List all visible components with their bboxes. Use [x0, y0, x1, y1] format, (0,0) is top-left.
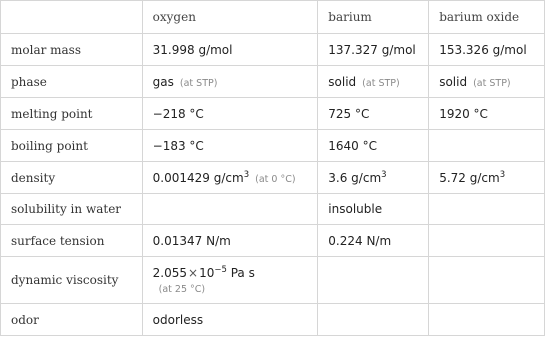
condition-note: (at STP) — [179, 77, 218, 89]
base: 10 — [199, 265, 215, 280]
unit: Pa s — [230, 265, 255, 280]
value: solid — [328, 74, 357, 89]
cell-barium-oxide — [429, 257, 545, 304]
value: gas — [152, 74, 174, 89]
cell-barium — [318, 162, 429, 194]
table-row-odor — [1, 304, 545, 336]
cell-barium-oxide: 153.326 g/mol — [429, 34, 545, 66]
header-row — [1, 1, 545, 34]
cell-barium-oxide — [429, 225, 545, 257]
cell-barium — [318, 304, 429, 336]
cell-oxygen: 0.01347 N/m — [142, 225, 318, 257]
row-label: melting point — [1, 98, 143, 130]
table-row-phase — [1, 66, 545, 98]
cell-oxygen: odorless — [142, 304, 318, 336]
cell-oxygen: −218 °C — [142, 98, 318, 130]
cell-barium: 725 °C — [318, 98, 429, 130]
unit-exponent: 3 — [381, 169, 387, 180]
cell-oxygen — [142, 162, 318, 194]
table-row-melting-point — [1, 98, 545, 130]
row-label: dynamic viscosity — [1, 257, 143, 304]
condition-note: (at STP) — [362, 77, 400, 89]
column-header-oxygen: oxygen — [142, 1, 318, 34]
row-label: density — [1, 162, 143, 194]
cell-oxygen — [142, 66, 318, 98]
cell-barium-oxide — [429, 66, 545, 98]
cell-barium: 137.327 g/mol — [318, 34, 429, 66]
cell-barium — [318, 66, 429, 98]
row-label: boiling point — [1, 130, 143, 162]
table-row-density — [1, 162, 545, 194]
cell-barium-oxide: 1920 °C — [429, 98, 545, 130]
cell-oxygen: 31.998 g/mol — [142, 34, 318, 66]
cell-barium — [318, 257, 429, 304]
value: 5.72 g/cm — [439, 170, 500, 185]
column-header-barium-oxide: barium oxide — [429, 1, 545, 34]
exponent: −5 — [214, 264, 227, 275]
table-row-dynamic-viscosity — [1, 257, 545, 304]
cell-barium-oxide — [429, 130, 545, 162]
row-label: phase — [1, 66, 143, 98]
cell-barium-oxide — [429, 304, 545, 336]
table-row-surface-tension — [1, 225, 545, 257]
unit-exponent: 3 — [499, 169, 506, 180]
cell-barium-oxide — [429, 162, 545, 194]
corner-cell — [1, 1, 143, 34]
cell-oxygen — [142, 194, 318, 225]
row-label: odor — [1, 304, 143, 336]
column-header-barium: barium — [318, 1, 429, 34]
table-row-solubility — [1, 194, 545, 225]
row-label: molar mass — [1, 34, 143, 66]
cell-barium: 0.224 N/m — [318, 225, 429, 257]
unit-exponent: 3 — [243, 169, 250, 180]
condition-note: (at 25 °C) — [158, 283, 206, 295]
cell-oxygen: −183 °C — [142, 130, 318, 162]
cell-barium: 1640 °C — [318, 130, 429, 162]
cell-oxygen — [142, 257, 318, 304]
cell-barium: insoluble — [318, 194, 429, 225]
table-row-boiling-point — [1, 130, 545, 162]
condition-note: (at STP) — [473, 77, 511, 89]
value: 3.6 g/cm — [328, 170, 382, 185]
row-label: surface tension — [1, 225, 143, 257]
value: solid — [439, 74, 468, 89]
times-sign: × — [188, 265, 199, 280]
row-label: solubility in water — [1, 194, 143, 225]
mantissa: 2.055 — [152, 265, 188, 280]
value: 0.001429 g/cm — [152, 170, 244, 185]
table-row-molar-mass — [1, 34, 545, 66]
condition-note: (at 0 °C) — [255, 173, 296, 185]
cell-barium-oxide — [429, 194, 545, 225]
